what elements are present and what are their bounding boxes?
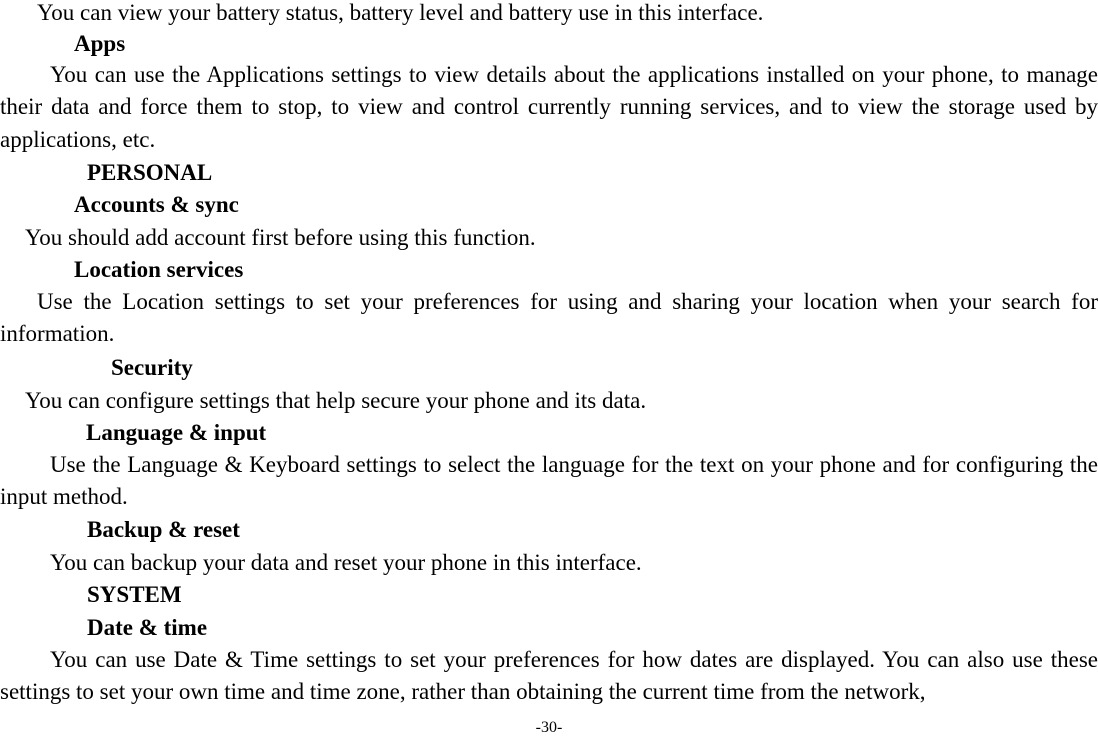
security-paragraph: You can configure settings that help secure your phone and its data. (25, 388, 647, 413)
apps-paragraph: You can use the Applications settings to view details about the applications installed on your phone, to manage their data and force them to stop, to view and control currently running services, and to view the storage used by applications, etc. (0, 62, 1098, 152)
security-heading: Security (111, 355, 193, 380)
personal-section-heading: PERSONAL (87, 160, 213, 185)
battery-intro-text: You can view your battery status, battery level and battery use in this interface. (37, 0, 764, 25)
location-services-paragraph: Use the Location settings to set your preferences for using and sharing your location when your search for information. (0, 289, 1098, 347)
date-time-paragraph: You can use Date & Time settings to set your preferences for how dates are displayed. You can also use these settings to set your own time and time zone, rather than obtaining the current time from the network, (0, 647, 1098, 705)
accounts-sync-paragraph: You should add account first before using this function. (25, 225, 536, 250)
language-input-heading: Language & input (86, 420, 267, 445)
page-number: -30- (535, 719, 563, 736)
date-time-heading: Date & time (87, 615, 208, 640)
backup-reset-heading: Backup & reset (87, 517, 240, 542)
apps-heading: Apps (74, 31, 126, 56)
language-input-paragraph: Use the Language & Keyboard settings to select the language for the text on your phone and for configuring the input method. (0, 452, 1098, 510)
accounts-sync-heading: Accounts & sync (74, 192, 239, 217)
backup-reset-paragraph: You can backup your data and reset your phone in this interface. (50, 550, 642, 575)
location-services-heading: Location services (74, 257, 244, 282)
system-section-heading: SYSTEM (87, 582, 182, 607)
